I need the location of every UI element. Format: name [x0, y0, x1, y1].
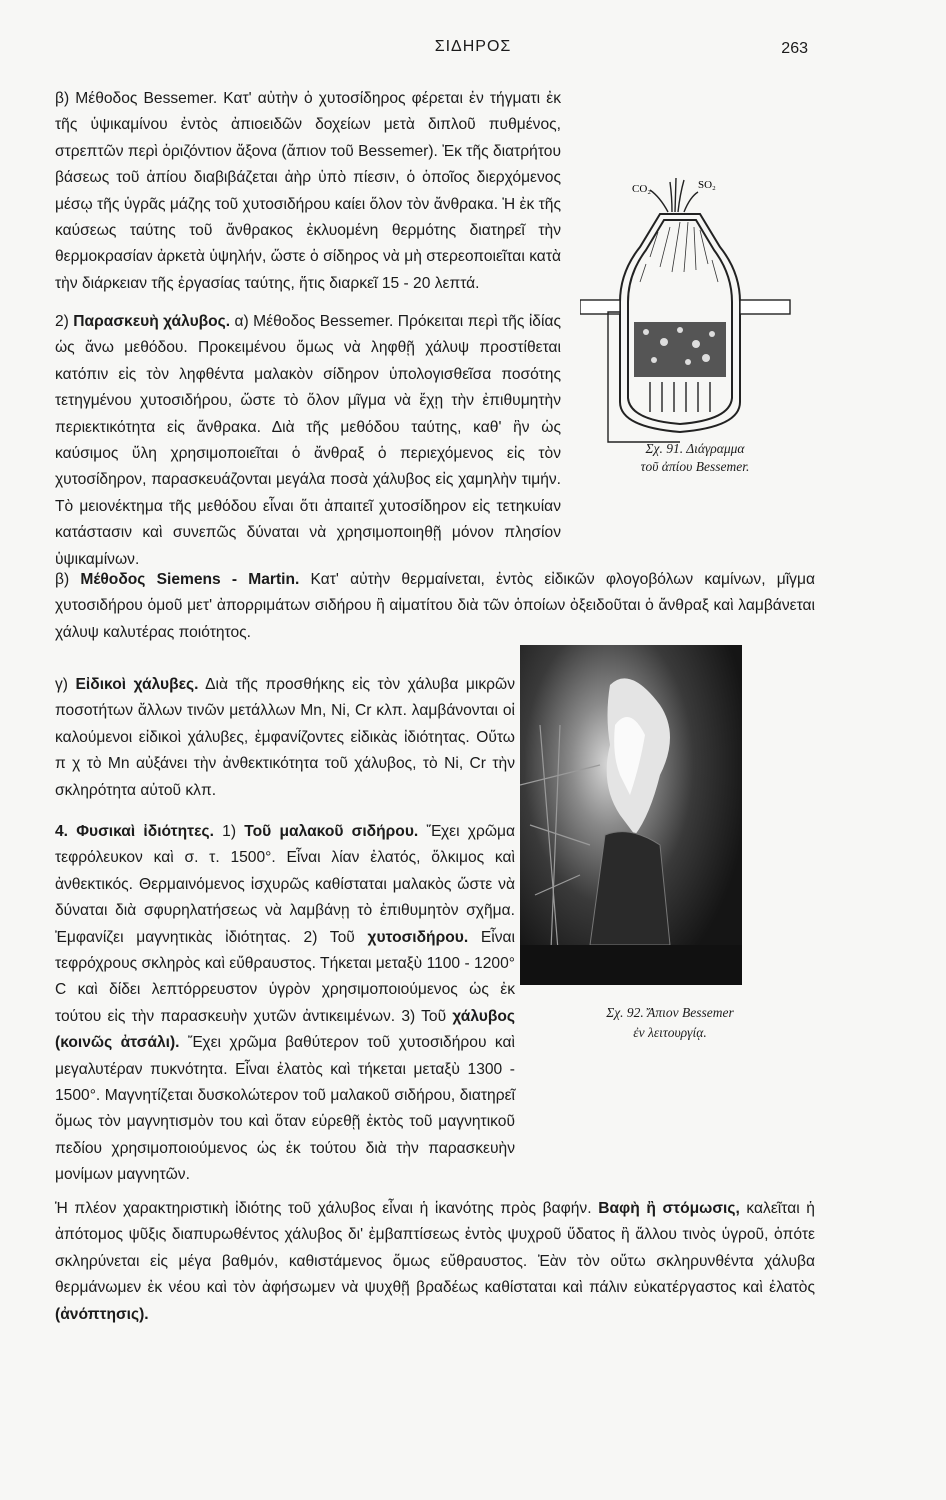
bessemer-converter-diagram — [580, 172, 795, 472]
section-heading: Παρασκευὴ χάλυβος. — [73, 313, 231, 330]
paragraph-siemens-martin — [55, 567, 815, 646]
figure-92-caption — [550, 1003, 790, 1043]
paragraph-text: Εἶναι τεφρόχρους σκληρὸς καὶ εὔθραυστος. Τήκεται μεταξὺ 1100 - 1200° C καὶ δίδει λεπτόρρευστον ὑγρὸν χρησιμοποιούμενος ὡς ἐκ τούτου εἰς τὴν παρασκευὴν χυτῶν ἀντικειμένων. 3) Τοῦ — [55, 928, 515, 1025]
paragraph-text: Διὰ τῆς προσθήκης εἰς τὸν χάλυβα μικρῶν ποσοτήτων ἄλλων τινῶν μετάλλων Mn, Ni, Cr κλπ. λαμβάνονται οἱ καλούμενοι εἰδικοὶ χάλυβες, ἐμφανίζοντες εἰδικὰς ἰδιότητας. Οὕτω π χ τὸ Mn αὐξάνει τὴν ἀνθεκτικότητα τοῦ χάλυβος, τὸ Ni, Cr τὴν σκληρότητα αὐτοῦ κλπ. — [55, 676, 515, 799]
paragraph-text: β) Μέθοδος Bessemer. Κατ' αὐτὴν ὁ χυτοσίδηρος φέρεται ἐν τήγματι ἐκ τῆς ὑψικαμίνου ἐντὸς ἀπιοειδῶν δοχείων μετὰ διπλοῦ πυθμένος, στρεπτῶν περὶ ὁριζόντιον ἄξονα (ἄπιον τοῦ Bessemer). Ἐκ τῆς διατρήτου βάσεως τοῦ ἀπίου διαβιβάζεται ἀὴρ ὑπὸ πίεσιν, ὁ ὁποῖος διερχόμενος μέσῳ τῆς ὑγρᾶς μάζης τοῦ χυτοσιδήρου καίει ὅλον τὸν ἄνθρακα. Ἡ ἐκ τῆς καύσεως ταύτης τοῦ ἄνθρακος ἐκλυομένη θερμότης διατηρεῖ τὴν θερμοκρασίαν ἀρκετὰ ὑψηλήν, ὥστε ὁ σίδηρος νὰ μὴ στερεοποιεῖται κατὰ τὴν διάρκειαν τῆς ἐργασίας ταύτης, ἥτις διαρκεῖ 15 - 20 λεπτά. — [55, 90, 561, 292]
interior-hatching — [640, 222, 718, 282]
caption-line: Σχ. 91. Διάγραμμα — [645, 441, 745, 456]
figure-91-caption — [585, 440, 805, 476]
paragraph-text: Κατ' αὐτὴν θερμαίνεται, ἐντὸς εἰδικῶν φλογοβόλων καμίνων, μῖγμα χυτοσιδήρου ὁμοῦ μετ' ἀπορριμάτων σιδήρου ἢ αἱματίτου διὰ τῶν ὁποίων ὀξειδοῦται ὁ ἄνθραξ καὶ λαμβάνεται χάλυψ καλυτέρας ποιότητος. — [55, 571, 815, 641]
enumerator: γ) — [55, 676, 68, 693]
photo-rendering — [520, 645, 742, 985]
paragraph-text: καλεῖται ἡ ἀπότομος ψῦξις διαπυρωθέντος χάλυβος δι' ἐμβαπτίσεως ἐντὸς ψυχροῦ ὕδατος ἢ ἄλλου τινὸς ὑγροῦ, ὁπότε σκληρύνεται εἰς μέγα βαθμόν, καθιστάμενος ὅμως εὔθραυστος. Ἐὰν τὸν οὕτω σκληρυνθέντα χάλυβα θερμάνωμεν ἐκ νέου καὶ τὸν ἀφήσωμεν νὰ ψυχθῇ βραδέως καθίσταται καὶ πάλιν εὐκατέργαστος καὶ ἐλατὸς — [55, 1200, 815, 1297]
caption-line: Σχ. 92. Ἄπιον Bessemer — [606, 1005, 734, 1020]
term-hardening: Βαφὴ ἢ στόμωσις, — [598, 1200, 740, 1217]
term-annealing: (ἀνόπτησις). — [55, 1305, 149, 1323]
section-heading: Εἰδικοὶ χάλυβες. — [75, 676, 199, 693]
paragraph-physical-properties — [55, 819, 515, 1189]
caption-line: τοῦ ἀπίου Bessemer. — [640, 459, 750, 474]
page-number: 263 — [781, 40, 808, 57]
flame-lines — [650, 178, 698, 212]
co2-label: CO₂ — [632, 183, 652, 195]
paragraph-text: Ἔχει χρῶμα βαθύτερον τοῦ χυτοσιδήρου καὶ μεγαλυτέραν πυκνότητα. Εἶναι ἐλατὸς καὶ τήκεται μεταξὺ 1300 - 1500°. Μαγνητίζεται δυσκολώτερον τοῦ μαλακοῦ σιδήρου, διατηρεῖ ὅμως τὸν μαγνητισμὸν του καὶ ὅταν εὑρεθῇ ἐκτὸς τοῦ μαγνητικοῦ πεδίου χρησιμοποιούμενος ὡς ἐκ τούτου διὰ τὴν παρασκευὴν μονίμων μαγνητῶν. — [55, 1034, 515, 1184]
caption-line: ἐν λειτουργίᾳ. — [633, 1025, 707, 1040]
section-heading: Μέθοδος Siemens - Martin. — [80, 571, 300, 588]
paragraph-bessemer-method — [55, 86, 561, 297]
subheading-cast-iron: χυτοσιδήρου. — [367, 928, 469, 946]
floor — [520, 945, 742, 985]
section-heading: 4. Φυσικαὶ ἰδιότητες. — [55, 823, 214, 840]
enumerator: β) — [55, 571, 70, 588]
paragraph-steel-production — [55, 309, 561, 573]
paragraph-hardening — [55, 1196, 815, 1328]
enumerator: 2) — [55, 313, 69, 330]
converter-body — [590, 832, 670, 945]
crane-structure — [520, 725, 600, 975]
paragraph-text: Ἡ πλέον χαρακτηριστικὴ ἰδιότης τοῦ χάλυβος εἶναι ἡ ἱκανότης πρὸς βαφήν. — [55, 1200, 592, 1217]
paragraph-special-steels — [55, 672, 515, 804]
paragraph-text: Ἔχει χρῶμα τεφρόλευκον καὶ σ. τ. 1500°. Εἶναι λίαν ἐλατός, ὅλκιμος καὶ ἀνθεκτικός. Θερμαινόμενος ἰσχυρῶς καθίσταται μαλακὸς ὥστε νὰ δύναται διὰ σφυρηλατήσεως νὰ λαμβάνῃ τὸ ἐπιθυμητὸν σχῆμα. Ἐμφανίζει μαγνητικὰς ἰδιότητας. 2) Τοῦ — [55, 823, 516, 946]
subheading-steel: χάλυβος (κοινῶς ἀτσάλι). — [55, 1007, 515, 1052]
trunnion-right — [740, 300, 790, 314]
paragraph-text: 1) — [222, 823, 237, 840]
bessemer-converter-photo — [520, 645, 742, 985]
paragraph-text: α) Μέθοδος Bessemer. Πρόκειται περὶ τῆς ἰδίας ὡς ἄνω μεθόδου. Προκειμένου ὅμως νὰ ληφθῇ χάλυψ προστίθεται κατόπιν εἰς τὸν ληφθέντα μαλακὸν σίδηρον ὑπολογισθεῖσα ποσότης τετηγμένου χυτοσιδήρου, ὥστε τὸ ὅλον μῖγμα νὰ ἔχῃ τὴν ἐπιθυμητὴν περιεκτικότητα εἰς ἄνθρακα. Διὰ τῆς μεθόδου ταύτης, καθ' ἣν ὡς καύσιμος ὕλη χρησιμοποιεῖται ὁ ἄνθραξ ὁ περιεχόμενος εἰς τὸν χυτοσίδηρον, παρασκευάζονται μεγάλα ποσὰ χάλυβος εἰς χαμηλὴν τιμήν. Τὸ μειονέκτημα τῆς μεθόδου εἶναι ὅτι ἀπαιτεῖ χυτοσίδηρον εἰς τετηκυίαν κατάστασιν καὶ συνεπῶς δύναται νὰ χρησιμοποιηθῇ μόνον πλησίον ὑψικαμίνων. — [55, 313, 561, 568]
page-title: ΣΙΔΗΡΟΣ — [434, 38, 512, 55]
subheading-soft-iron: Τοῦ μαλακοῦ σιδήρου. — [244, 823, 419, 840]
so2-label: SO₂ — [698, 179, 716, 191]
